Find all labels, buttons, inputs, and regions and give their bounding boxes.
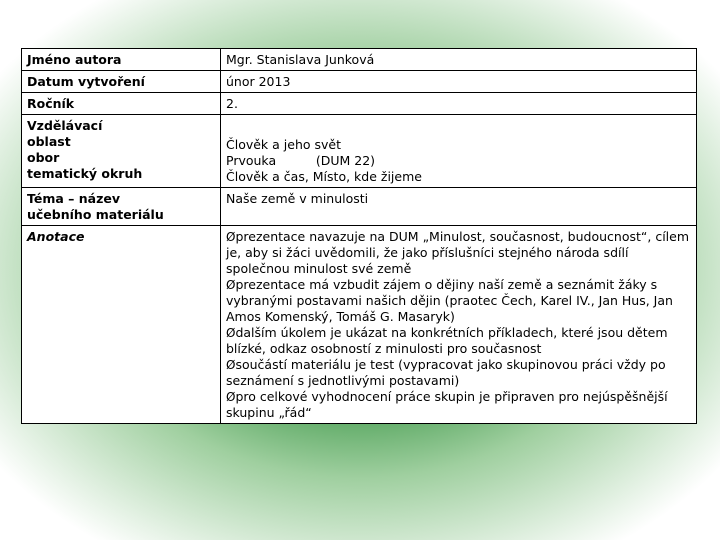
table-row [22,49,697,71]
topic-value: Naše země v minulosti [221,188,697,226]
arrow-bullet-icon: Ø [226,358,236,372]
table-row [22,71,697,93]
topic-label [22,188,221,226]
table-row [22,188,697,226]
annotation-item [226,277,691,325]
annotation-text: součástí materiálu je test (vypracovat jako skupinovou práci vždy po seznámení s jednotlivými postavami) [226,357,666,388]
table-row [22,226,697,424]
area-value-line: Člověk a jeho svět [226,137,341,152]
area-value [221,115,697,188]
annotation-text: pro celkové vyhodnocení práce skupin je připraven pro nejúspěšnější skupinu „řád“ [226,389,668,420]
created-label: Datum vytvoření [22,71,221,93]
area-label-line: obor [27,150,60,165]
topic-label-line: Téma – název [27,191,120,206]
area-label-line: Vzdělávací [27,118,103,133]
annotation-text: dalším úkolem je ukázat na konkrétních příkladech, které jsou dětem blízké, odkaz osobností z minulosti pro současnost [226,325,668,356]
annotation-label: Anotace [22,226,221,424]
arrow-bullet-icon: Ø [226,390,236,404]
author-value: Mgr. Stanislava Junková [221,49,697,71]
area-label-line: oblast [27,134,71,149]
annotation-item [226,229,691,277]
area-label-line: tematický okruh [27,166,143,181]
area-value-line: Člověk a čas, Místo, kde žijeme [226,169,422,184]
annotation-item [226,325,691,357]
area-label [22,115,221,188]
author-label: Jméno autora [22,49,221,71]
arrow-bullet-icon: Ø [226,230,236,244]
grade-label: Ročník [22,93,221,115]
area-value-line: Prvouka (DUM 22) [226,153,376,168]
annotation-text: prezentace má vzbudit zájem o dějiny naší země a seznámit žáky s vybranými postavami našich dějin (praotec Čech, Karel IV., Jan Hus, Jan Amos Komenský, Tomáš G. Masaryk) [226,277,673,324]
annotation-item [226,357,691,389]
annotation-item [226,389,691,421]
metadata-table [21,48,697,424]
table-row [22,93,697,115]
table-row [22,115,697,188]
arrow-bullet-icon: Ø [226,278,236,292]
created-value: únor 2013 [221,71,697,93]
arrow-bullet-icon: Ø [226,326,236,340]
grade-value: 2. [221,93,697,115]
topic-label-line: učebního materiálu [27,207,164,222]
annotation-text: prezentace navazuje na DUM „Minulost, současnost, budoucnost“, cílem je, aby si žáci uvědomili, že jako příslušníci stejného národa sdílí společnou minulost své země [226,229,690,276]
annotation-value [221,226,697,424]
